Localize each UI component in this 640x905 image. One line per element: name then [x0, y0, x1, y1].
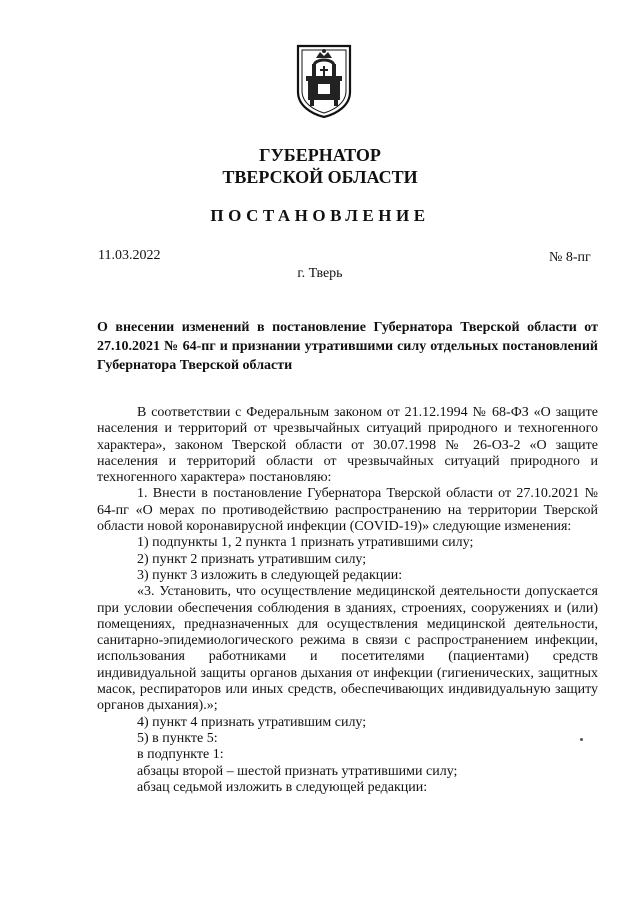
- issuer-line-2: ТВЕРСКОЙ ОБЛАСТИ: [222, 167, 418, 187]
- paragraph-subitem-5: 5) в пункте 5:: [137, 730, 218, 746]
- document-type: ПОСТАНОВЛЕНИЕ: [210, 206, 430, 225]
- paragraph-paragraph-7: абзац седьмой изложить в следующей редакции:: [137, 779, 428, 795]
- paragraph-quoted-item-3: «3. Установить, что осуществление медицинской деятельности допускается при условии обеспечения соблюдения в зданиях, строениях, сооружениях и (или) помещениях, предназначенных для осуществления медицинской деятельности, санитарно-эпидемиологического режима в связи с распространением инфекции, использования работниками и посетителями (пациентами) средств индивидуальной защиты органов дыхания от инфекции (гигиенических, защитных масок, респираторов или иных средств, обеспечивающих индивидуальную защиту органов дыхания).»;: [97, 584, 598, 714]
- document-title: О внесении изменений в постановление Губернатора Тверской области от 27.10.2021 № 64-пг и признании утратившими силу отдельных постановлений Губернатора Тверской области: [97, 320, 598, 373]
- issuer-line-1: ГУБЕРНАТОР: [259, 145, 381, 165]
- paragraph-subpoint-1: в подпункте 1:: [137, 747, 224, 763]
- paragraph-subitem-3: 3) пункт 3 изложить в следующей редакции:: [137, 567, 403, 583]
- document-date: 11.03.2022: [98, 248, 161, 263]
- document-body: [97, 405, 598, 796]
- scan-speck: [580, 738, 583, 741]
- document-city: г. Тверь: [297, 266, 343, 281]
- document-number: № 8-пг: [549, 250, 591, 265]
- paragraph-subitem-2: 2) пункт 2 признать утратившим силу;: [137, 551, 367, 567]
- issuer-heading: [0, 144, 640, 188]
- paragraph-subitem-1: 1) подпункты 1, 2 пункта 1 признать утратившими силу;: [137, 535, 474, 551]
- paragraph-subitem-4: 4) пункт 4 признать утратившим силу;: [137, 714, 367, 730]
- paragraph-preamble: В соответствии с Федеральным законом от 21.12.1994 № 68-ФЗ «О защите населения и территорий от чрезвычайных ситуаций природного и техногенного характера», законом Тверской области от 30.07.1998 № 26-ОЗ-2 «О защите населения и территорий области от чрезвычайных ситуаций природного и техногенного характера» постановляю:: [97, 405, 598, 486]
- paragraph-item-1: 1. Внести в постановление Губернатора Тверской области от 27.10.2021 № 64-пг «О мерах по противодействию распространению на территории Тверской области новой коронавирусной инфекции (COVID-19)» следующие изменения:: [97, 486, 598, 535]
- paragraph-paragraphs-2-6: абзацы второй – шестой признать утратившими силу;: [137, 763, 458, 779]
- tver-coat-of-arms-icon: [296, 44, 352, 118]
